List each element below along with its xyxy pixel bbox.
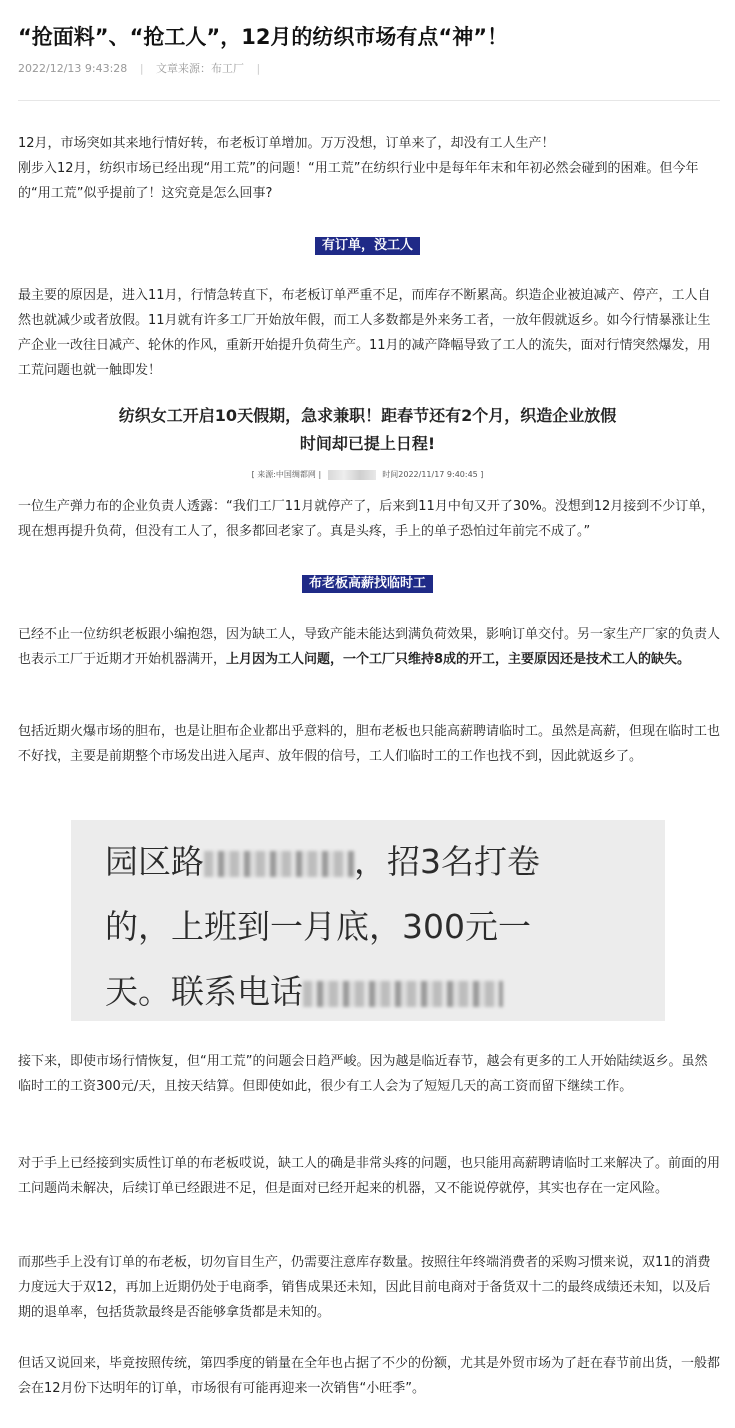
quoted-source xyxy=(0,469,735,481)
section2-paragraph-1-text: 已经不止一位纺织老板跟小编抱怨，因为缺工人，导致产能未能达到满负荷效果，影响订单交付。另一家生产厂家的负责人也表示工厂于近期才开始机器满开， xyxy=(18,627,721,667)
blurred-address xyxy=(204,851,354,877)
section-heading-2-label: 布老板高薪找临时工 xyxy=(302,575,433,593)
header-divider xyxy=(18,100,720,101)
body-paragraph-2: 对于手上已经接到实质性订单的布老板哎说，缺工人的确是非常头疼的问题，也只能用高薪聘请临时工来解决了。前面的用工问题尚未解决，后续订单已经跟进不足，但是面对已经开起来的机器，又不能说停就停，其实也存在一定风险。 xyxy=(18,1156,721,1196)
body-paragraph-3: 而那些手上没有订单的布老板，切勿盲目生产，仍需要注意库存数量。按照往年终端消费者的采购习惯来说，双11的消费力度远大于双12，再加上近期仍处于电商季，销售成果还未知，因此目前电商对于备货双十二的最终成绩还未知，以及后期的退单率，包括货款最终是否能够拿货都是未知的。 xyxy=(18,1255,711,1320)
section1-paragraph: 最主要的原因是，进入11月，行情急转直下，布老板订单严重不足，而库存不断累高。织造企业被迫减产、停产，工人自然也就减少或者放假。11月就有许多工厂开始放年假，而工人多数都是外来务工者，一放年假就返乡。如今行情暴涨让生产企业一改往日减产、轮休的作风，重新开始提升负荷生产。11月的减产降幅导致了工人的流失，面对行情突然爆发，用工荒问题也就一触即发！ xyxy=(18,288,711,378)
quoted-source-right: 时间2022/11/17 9:40:45 ] xyxy=(382,470,484,479)
job-ad-image xyxy=(71,820,665,1021)
meta-separator-2: | xyxy=(256,62,261,75)
blurred-phone xyxy=(303,981,503,1007)
job-ad-line-3-start: 天。联系电话 xyxy=(105,972,303,1011)
section2-paragraph-1-bold: 上月因为工人问题，一个工厂只维持8成的开工，主要原因还是技术工人的缺失。 xyxy=(226,652,691,667)
job-ad-line-3 xyxy=(105,972,503,1012)
section-heading-1-label: 有订单，没工人 xyxy=(315,237,420,255)
job-ad-line-1-start: 园区路 xyxy=(105,842,204,881)
body-paragraph-1: 接下来，即使市场行情恢复，但“用工荒”的问题会日趋严峻。因为越是临近春节，越会有更多的工人开始陆续返乡。虽然临时工的工资300元/天，且按天结算。但即使如此，很少有工人会为了短短几天的高工资而留下继续工作。 xyxy=(18,1054,708,1094)
article-title: “抢面料”、“抢工人”，12月的纺织市场有点“神”！ xyxy=(18,25,509,49)
section2-paragraph-2: 包括近期火爆市场的胆布，也是让胆布企业都出乎意料的，胆布老板也只能高薪聘请临时工。虽然是高薪，但现在临时工也不好找，主要是前期整个市场发出进入尾声、放年假的信号，工人们临时工的工作也找不到，因此就返乡了。 xyxy=(18,724,721,764)
article-source: 文章来源：布工厂 xyxy=(156,62,245,75)
section-heading-1 xyxy=(0,234,735,255)
quoted-source-left: [ 来源:中国绸都网 | xyxy=(251,470,322,479)
intro-paragraph-2: 刚步入12月，纺织市场已经出现“用工荒”的问题！“用工荒”在纺织行业中是每年年末和年初必然会碰到的困难。但今年的“用工荒”似乎提前了！这究竟是怎么回事? xyxy=(18,161,699,201)
quote-paragraph: 一位生产弹力布的企业负责人透露：“我们工厂11月就停产了，后来到11月中旬又开了30%。没想到12月接到不少订单，现在想再提升负荷，但没有工人了，很多都回老家了。真是头疼，手上的单子恐怕过年前完不成了。” xyxy=(18,499,715,539)
meta-separator: | xyxy=(139,62,144,75)
job-ad-line-1-end: ，招3名打卷 xyxy=(354,842,540,881)
quoted-headline xyxy=(60,402,675,458)
section2-paragraph-1 xyxy=(18,622,720,672)
job-ad-line-2: 的，上班到一月底，300元一 xyxy=(105,907,531,946)
blurred-author xyxy=(328,470,376,480)
quoted-headline-line1: 纺织女工开启10天假期，急求兼职！距春节还有2个月，织造企业放假 xyxy=(118,406,617,425)
quoted-headline-line2: 时间却已提上日程! xyxy=(299,434,436,453)
body-paragraph-4: 但话又说回来，毕竟按照传统，第四季度的销量在全年也占据了不少的份额，尤其是外贸市场为了赶在春节前出货，一般都会在12月份下达明年的订单，市场很有可能再迎来一次销售“小旺季”。 xyxy=(18,1356,721,1396)
intro-paragraph-1: 12月，市场突如其来地行情好转，布老板订单增加。万万没想，订单来了，却没有工人生产！ xyxy=(18,136,555,151)
job-ad-line-1 xyxy=(105,842,540,882)
section-heading-2 xyxy=(0,572,735,593)
publish-date: 2022/12/13 9:43:28 xyxy=(18,62,128,75)
article-meta xyxy=(18,61,718,77)
